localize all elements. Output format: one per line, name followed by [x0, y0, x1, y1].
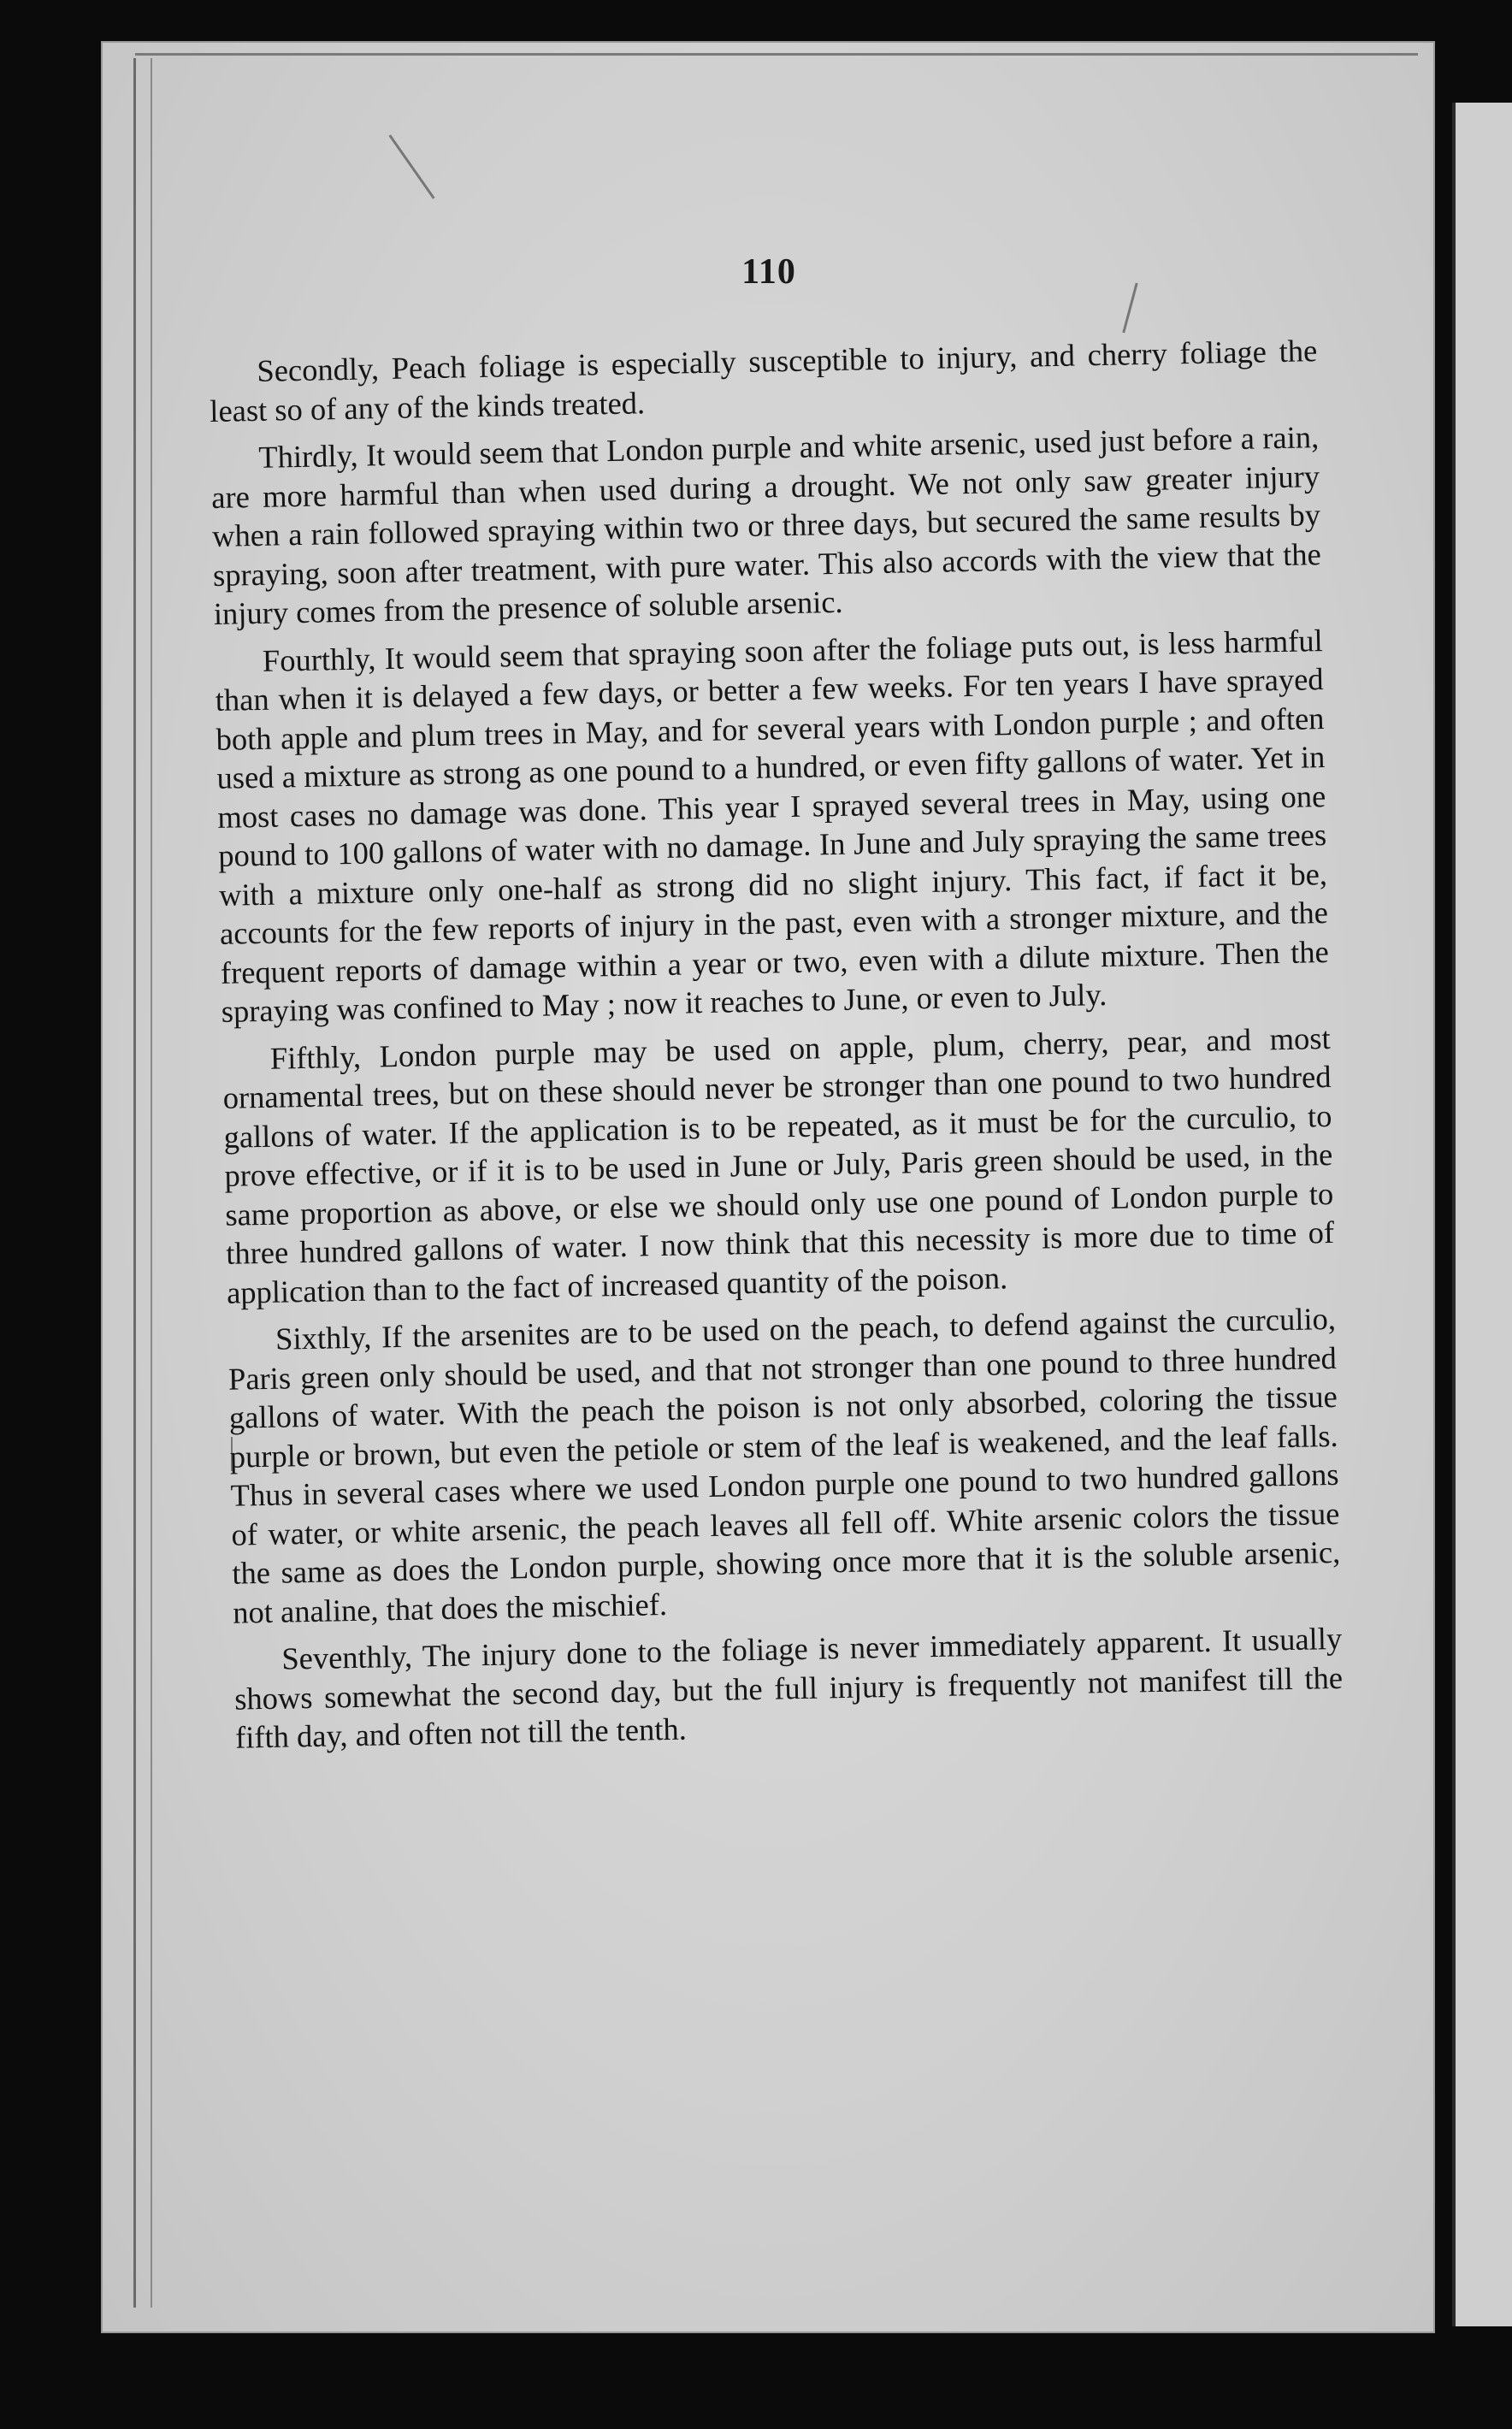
- paragraph-fifthly: Fifthly, London purple may be used on apple, plum, cherry, pear, and most ornamental trees, but on these should never be stronger than one pound to two hundred gallons of water. If the application is to be repeated, as it must be for the curculio, to prove effective, or if it is to be used in June or July, Paris green should be used, in the same proportion as above, or else we should only use one pound of London purple to three hundred gallons of water. I now think that this necessity is more due to time of application than to the fact of increased quantity of the poison.: [222, 1019, 1335, 1310]
- binding-line: [151, 58, 152, 2308]
- paragraph-sixthly: Sixthly, If the arsenites are to be used on the peach, to defend against the curculio, Paris green only should be used, and that not stronger than one pound to three hundred gallons of water. With the peach the poison is not only absorbed, coloring the tissue purple or brown, but even the petiole or stem of the leaf is weakened, and the leaf falls. Thus in several cases where we used London purple one pound to two hundred gallons of water, or white arsenic, the peach leaves all fell off. White arsenic colors the tissue the same as does the London purple, showing once more that it is the soluble arsenic, not analine, that does the mischief.: [227, 1300, 1341, 1630]
- paragraph-seventhly: Seventhly, The injury done to the foliage is never immediately apparent. It usually shows somewhat the second day, but the full injury is frequently not manifest till the fifth day, and often not till the tenth.: [233, 1620, 1344, 1755]
- paragraph-thirdly: Thirdly, It would seem that London purple and white arsenic, used just before a rain, are more harmful than when used during a drought. We not only saw greater injury when a rain followed spraying within two or three days, but secured the same results by spraying, soon after treatment, with pure water. This also accords with the view that the injury comes from the presence of soluble arsenic.: [210, 419, 1322, 631]
- page-top-edge: [135, 53, 1418, 56]
- page-number: 110: [741, 252, 796, 292]
- paragraph-fourthly: Fourthly, It would seem that spraying soon after the foliage puts out, is less harmful than when it is delayed a few days, or better a few weeks. For ten years I have sprayed both apple and plum trees in May, and for several years with London purple ; and often used a mixture as strong as one pound to a hundred, or even fifty gallons of water. Yet in most cases no damage was done. This year I sprayed several trees in May, using one pound to 100 gallons of water with no damage. In June and July spraying the same trees with a mixture only one-half as strong did no slight injury. This fact, if fact it be, accounts for the few reports of injury in the past, even with a stronger mixture, and the frequent reports of damage within a year or two, even with a dilute mixture. Then the spraying was confined to May ; now it reaches to June, or even to July.: [215, 622, 1330, 1029]
- binding-line: [133, 58, 136, 2308]
- paragraph-secondly: Secondly, Peach foliage is especially susceptible to injury, and cherry foliage the least so of any of the kinds treated.: [209, 333, 1318, 428]
- body-text: [209, 331, 1344, 1765]
- facing-page-edge: [1452, 103, 1512, 2326]
